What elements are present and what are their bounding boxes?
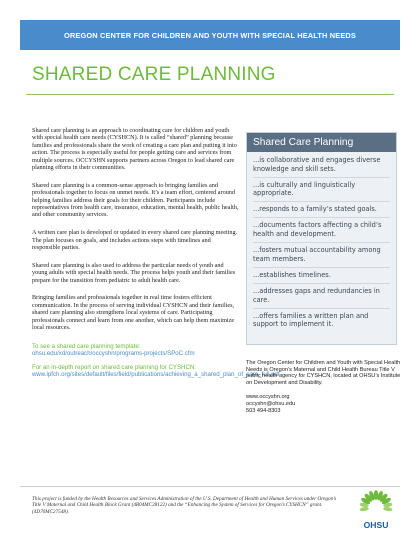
email-link[interactable]: occyshn@ohsu.edu — [246, 400, 296, 407]
body-paragraph: Shared care planning is a common-sense approach to bringing families and professionals together to focus on unmet needs. It’s a team effort, centered around helping families address their goals for their children. Participants include representatives from health care, insurance, education, mental health, public health, and other community services. — [32, 181, 239, 219]
sidebar-item: ...documents factors affecting a child’s health and development. — [253, 221, 390, 243]
website-link[interactable]: www.occyshn.org — [246, 394, 290, 401]
contact-block — [246, 394, 406, 414]
sidebar-item: ...establishes timelines. — [253, 271, 390, 284]
sidebar-item: ...is collaborative and engages diverse knowledge and skill sets. — [253, 156, 390, 178]
shared-care-sidebar — [246, 132, 397, 345]
phone-number: 503 494-8303 — [246, 407, 281, 414]
resource-link-url[interactable]: ohsu.edu/xd/outreach/occyshn/programs-projects/SPoC.cfm — [32, 349, 195, 357]
resource-links — [32, 342, 280, 379]
ohsu-wordmark: OHSU — [363, 520, 389, 530]
resource-link-url[interactable]: www.lpfch.org/sites/default/files/field/publications/achieving_a_shared_plan_of_care_full.pdf — [32, 371, 280, 379]
sidebar-item: ...offers families a written plan and support to implement it. — [253, 311, 369, 329]
sidebar-list — [247, 152, 396, 332]
sidebar-item: ...is culturally and linguistically appropriate. — [253, 181, 390, 203]
page-title: SHARED CARE PLANNING — [32, 64, 276, 85]
title-divider — [26, 94, 394, 95]
body-text-column — [32, 127, 280, 385]
body-paragraph: Shared care planning is an approach to coordinating care for children and youth with special health care needs (CYSHCN). It is called “shared” planning because families and professionals share the work of creating a care plan and putting it into action. The process is especially useful for people getting care and services from multiple sources. OCCYSHN supports partners across Oregon to lead shared care planning efforts in their communities. — [32, 127, 237, 172]
sidebar-title: Shared Care Planning — [247, 133, 396, 152]
organization-description: The Oregon Center for Children and Youth with Special Health Needs is Oregon’s Maternal and Child Health Bureau Title V public health agency for CYSHCN, located at OHSU’s Institute on Development and Disability. — [246, 360, 401, 386]
body-paragraph: Shared care planning is also used to address the particular needs of youth and young adults with special health needs. The process helps youth and their families prepare for the transition from pediatric to adult health care. — [32, 261, 236, 284]
resource-link-template — [32, 343, 240, 358]
sidebar-item: ...responds to a family’s stated goals. — [253, 205, 390, 218]
resource-link-label: For an in-depth report on shared care planning for CYSHCN: — [32, 363, 196, 371]
organization-info — [246, 360, 406, 414]
resource-link-label: To see a shared care planning template: — [32, 342, 141, 350]
footer-divider — [20, 486, 400, 487]
header-banner — [20, 20, 400, 50]
body-paragraph: Bringing families and professionals together in real time fosters efficient communication. In the process of serving individual CYSHCN and their families, shared care planning also strengthens local systems of care. Participating professionals connect and learn from one another, which can help them maximize local resources. — [32, 294, 235, 332]
sidebar-item: ...addresses gaps and redundancies in care. — [253, 287, 390, 309]
header-banner-text: OREGON CENTER FOR CHILDREN AND YOUTH WITH SPECIAL HEALTH NEEDS — [64, 30, 356, 40]
sidebar-item: ...fosters mutual accountability among team members. — [253, 246, 390, 268]
body-paragraph: A written care plan is developed or updated in every shared care planning meeting. The plan focuses on goals, and includes actions steps with timelines and responsible parties. — [32, 229, 238, 252]
funding-statement: This project is funded by the Health Resources and Services Administration of the U.S. Department of Health and Human Services under Oregon’s Title V Maternal and Child Health Block Grant (4B04MC28122) and the “Enhancing the System of Services for Oregon’s CYSHCN” grant. (4D70MC27548). — [32, 496, 337, 515]
resource-link-report — [32, 363, 280, 379]
